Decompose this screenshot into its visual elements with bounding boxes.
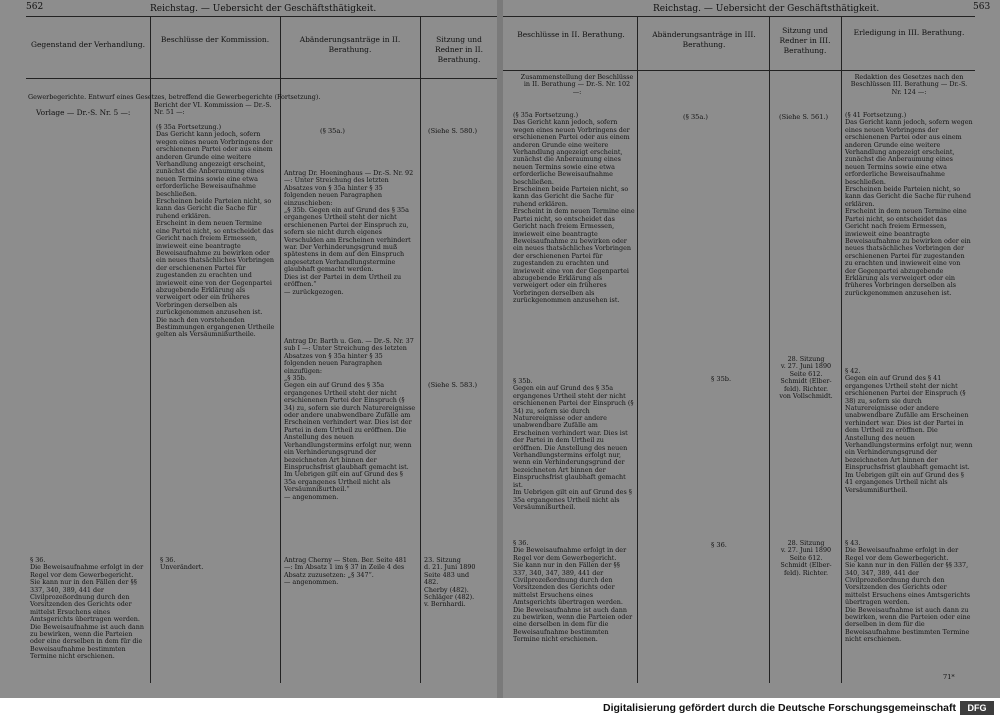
column-header-amendments: Abänderungsanträge in II. Berathung. — [299, 35, 401, 54]
paragraph-35b-session-ref: (Siehe S. 583.) — [428, 381, 478, 389]
column-header-commission: Beschlüsse der Kommission. — [160, 35, 270, 44]
column-header-session: Sitzung und Redner in II. Berathung. — [434, 35, 484, 64]
col4-heading: Redaktion des Gesetzes nach den Beschlüssen III. Berathung — Dr.-S. Nr. 124 —: — [850, 73, 970, 96]
header-rule-bottom — [503, 70, 975, 71]
signature-mark: 71* — [943, 673, 955, 681]
paragraph-35a-amendment-ref: (§ 35a.) — [320, 127, 345, 135]
funding-notice: Digitalisierung gefördert durch die Deutsche Forschungsgemeinschaft — [603, 702, 956, 714]
column-header-subject: Gegenstand der Verhandlung. — [31, 40, 145, 49]
paragraph-35a-amendment-ref: (§ 35a.) — [683, 113, 708, 121]
column-header-amendments: Abänderungsanträge in III. Berathung. — [652, 30, 756, 49]
column-divider — [150, 16, 151, 683]
paragraph-36-commission: § 36. Unverändert. — [160, 556, 204, 572]
header-rule-top — [26, 16, 497, 17]
amendment-barth: Antrag Dr. Barth u. Gen. — Dr.-S. Nr. 37 sub I —: Unter Streichung des letzten Absatzes von § 35a hinter § 35 folgenden neuen Paragraphen einzufügen: „§ 35b. Gegen ein auf Grund des § 35a ergangenes Urtheil steht der nicht erschienenen Partei der Einspruch (§ 34) zu, sofern sie durch Naturereignisse oder andere unabwendbare Zufälle am Erscheinen verhindert war. Dies ist der Partei in dem Urtheil zu eröffnen. Die Anstellung des neuen Verhandlungstermins erfolgt nur, wenn ein Verhinderungsgrund der bezeichneten Art binnen der Einspruchsfrist glaubhaft gemacht ist. Im Uebrigen gilt ein auf Grund des § 35a ergangenes Urtheil nicht als Versäumnißurtheil.“ — angenommen. — [284, 337, 416, 501]
paragraph-36-resolution: § 36. Die Beweisaufnahme erfolgt in der Regel vor dem Gewerbegericht. Sie kann nur in den Fällen der §§ 337, 340, 347, 389, 441 der Civilprozeßordnung durch den Vorsitzenden des Gerichts oder mittelst Ersuchens eines Amtsgerichts übertragen werden. Die Beweisaufnahme ist auch dann zu bewirken, wenn die Parteien oder eine derselben in dem für die Beweisaufnahme bestimmten Termine nicht erschienen. — [513, 539, 633, 644]
header-rule-top — [503, 16, 975, 17]
header-rule-bottom — [26, 78, 497, 79]
paragraph-35b-session: 28. Sitzung v. 27. Juni 1890 Seite 612. Schmidt (Elber- feld). Richter. von Vollschmidt. — [779, 355, 833, 401]
left-page — [0, 0, 497, 698]
paragraph-36-session: 23. Sitzung d. 21. Juni 1890 Seite 483 und 482. Cherby (482). Schläger (482). v. Bernhardi. — [424, 556, 476, 609]
page-number: 563 — [973, 2, 991, 12]
column-divider — [280, 16, 281, 683]
subject-line: Gewerbegerichte. Entwurf eines Gesetzes, betreffend die Gewerbegerichte (Fortsetzung). — [28, 93, 321, 101]
column-divider — [769, 16, 770, 683]
col1-heading: Vorlage — Dr.-S. Nr. 5 —: — [36, 108, 131, 117]
paragraph-36-draft: § 36. Die Beweisaufnahme erfolgt in der Regel vor dem Gewerbegericht. Sie kann nur in den Fällen der §§ 337, 340, 389, 441 der Civilprozeßordnung durch den Vorsitzenden des Gerichts oder mittelst Ersuchens eines Amtsgerichts übertragen werden. Die Beweisaufnahme ist auch dann zu bewirken, wenn die Parteien oder eine derselben in dem für die Beweisaufnahme bestimmten Termine nicht erschienen. — [30, 556, 144, 661]
paragraph-42-final: § 42. Gegen ein auf Grund des § 41 ergangenes Urtheil steht der nicht erschienenen Partei der Einspruch (§ 38) zu, sofern sie durch Naturereignisse oder andere unabwendbare Zufälle am Erscheinen verhindert war. Dies ist der Partei in dem Urtheil zu eröffnen. Die Anstellung des neuen Verhandlungstermins erfolgt nur, wenn ein Verhinderungsgrund der bezeichneten Art binnen der Einspruchsfrist glaubhaft gemacht ist. Im Uebrigen gilt ein auf Grund des § 41 ergangenes Urtheil nicht als Versäumnißurtheil. — [845, 367, 973, 494]
column-divider — [420, 16, 421, 683]
paragraph-35a-session-ref: (Siehe S. 580.) — [428, 127, 478, 135]
column-header-resolutions: Beschlüsse in II. Berathung. — [517, 30, 625, 39]
col2-heading: Bericht der VI. Kommission — Dr.-S. Nr. 51 —: — [154, 101, 274, 117]
paragraph-35a-session-ref: (Siehe S. 561.) — [779, 113, 829, 121]
paragraph-36-session: 28. Sitzung v. 27. Juni 1890 Seite 612. Schmidt (Elber- feld). Richter. — [780, 539, 832, 577]
col1-heading: Zusammenstellung der Beschlüsse in II. Berathung — Dr.-S. Nr. 102 —: — [520, 73, 636, 96]
paragraph-43-final: § 43. Die Beweisaufnahme erfolgt in der Regel vor dem Gewerbegericht. Sie kann nur in den Fällen der §§ 337, 340, 347, 389, 441 der Civilprozeßordnung durch den Vorsitzenden des Gerichts oder mittelst Ersuchens eines Amtsgerichts übertragen werden. Die Beweisaufnahme ist auch dann zu bewirken, wenn die Parteien oder eine derselben in dem für die Beweisaufnahme bestimmten Termine nicht erschienen. — [845, 539, 971, 644]
running-head: Reichstag. — Uebersicht der Geschäftsthätigkeit. — [653, 4, 880, 14]
column-header-disposition: Erledigung in III. Berathung. — [853, 28, 965, 37]
column-divider — [637, 16, 638, 683]
paragraph-35a-commission: (§ 35a Fortsetzung.) Das Gericht kann jedoch, sofern wegen eines neuen Vorbringens der erschienenen Partei oder aus einem anderen Grunde eine weitere Verhandlung angezeigt erscheint, zunächst die Anberaumung eines neuen Termins sowie eine etwa erforderliche Beweisaufnahme beschließen. Erscheinen beide Parteien nicht, so kann das Gericht die Sache für ruhend erklären. Erscheint in dem neuen Termine eine Partei nicht, so entscheidet das Gericht nach freiem Ermessen, inwieweit eine beantragte Beweisaufnahme zu bewirken oder ein neues thatsächliches Vorbringen der erschienenen Partei für zugestanden zu erachten und inwieweit eine von der Gegenpartei abzugebende Erklärung als verweigert oder ein früheres Vorbringen derselben als zurückgenommen anzusehen ist. Die nach den vorstehenden Bestimmungen ergangenen Urtheile gelten als Versäumnißurtheile. — [156, 123, 275, 339]
paragraph-36-amendment-ref: § 36. — [711, 541, 727, 549]
column-divider — [841, 16, 842, 683]
running-head: Reichstag. — Uebersicht der Geschäftsthätigkeit. — [150, 4, 377, 14]
paragraph-35b-resolution: § 35b. Gegen ein auf Grund des § 35a ergangenes Urtheil steht der nicht erschienenen Partei der Einspruch (§ 34) zu, sofern sie durch Naturereignisse oder andere unabwendbare Zufälle am Erscheinen verhindert war. Dies ist der Partei in dem Urtheil zu eröffnen. Die Anstellung des neuen Verhandlungstermins erfolgt nur, wenn ein Verhinderungsgrund der bezeichneten Art binnen der Einspruchsfrist glaubhaft gemacht ist. Im Uebrigen gilt ein auf Grund des § 35a ergangenes Urtheil nicht als Versäumnißurtheil. — [513, 377, 634, 511]
amendment-hoeninghaus: Antrag Dr. Hoeninghaus — Dr.-S. Nr. 92 —: Unter Streichung des letzten Absatzes von § 35a hinter § 35 folgenden neuen Paragraphen einzuschieben: „§ 35b. Gegen ein auf Grund des § 35a ergangenes Urtheil steht der nicht erschienenen Partei der Einspruch zu, sofern sie nicht durch eigenes Verschulden am Erscheinen verhindert war. Der Verhinderungsgrund muß spätestens in dem auf den Einspruch angesetzten Verhandlungstermine glaubhaft gemacht werden. Dies ist der Partei in dem Urtheil zu eröffnen.“ — zurückgezogen. — [284, 169, 414, 296]
right-page — [503, 0, 1000, 698]
column-header-session: Sitzung und Redner in III. Berathung. — [779, 26, 831, 55]
dfg-logo-icon[interactable]: DFG — [960, 701, 994, 715]
paragraph-35a-resolution: (§ 35a Fortsetzung.) Das Gericht kann jedoch, sofern wegen eines neuen Vorbringens der erschienenen Partei oder aus einem anderen Grunde eine weitere Verhandlung angezeigt erscheint, zunächst die Anberaumung eines neuen Termins sowie eine etwa erforderliche Beweisaufnahme beschließen. Erscheinen beide Parteien nicht, so kann das Gericht die Sache für ruhend erklären. Erscheint in dem neuen Termine eine Partei nicht, so entscheidet das Gericht nach freiem Ermessen, inwieweit eine beantragte Beweisaufnahme zu bewirken oder ein neues thatsächliches Vorbringen der erschienenen Partei für zugestanden zu erachten und inwieweit eine von der Gegenpartei abzugebende Erklärung als verweigert oder ein früheres Vorbringen derselben als zurückgenommen anzusehen ist. — [513, 111, 635, 305]
paragraph-41-final: (§ 41 Fortsetzung.) Das Gericht kann jedoch, sofern wegen eines neuen Vorbringens der erschienenen Partei oder aus einem anderen Grunde eine weitere Verhandlung angezeigt erscheint, zunächst die Anberaumung eines neuen Termins sowie eine etwa erforderliche Beweisaufnahme beschließen. Erscheinen beide Parteien nicht, so kann das Gericht die Sache für ruhend erklären. Erscheint in dem neuen Termine eine Partei nicht, so entscheidet das Gericht nach freiem Ermessen, inwieweit eine beantragte Beweisaufnahme zu bewirken oder ein neues thatsächliches Vorbringen der erschienenen Partei für zugestanden zu erachten und inwieweit eine von der Gegenpartei abzugebende Erklärung als verweigert oder ein früheres Vorbringen derselben als zurückgenommen anzusehen ist. — [845, 111, 973, 297]
footer-bar — [0, 698, 1000, 718]
paragraph-35b-amendment-ref: § 35b. — [711, 375, 732, 383]
amendment-cherny: Antrag Cherny — Sten. Ber. Seite 481 —: Im Absatz 1 im § 37 in Zeile 4 des Absatz zuzusetzen: „§ 347“. — angenommen. — [284, 556, 407, 587]
page-number: 562 — [26, 2, 44, 12]
